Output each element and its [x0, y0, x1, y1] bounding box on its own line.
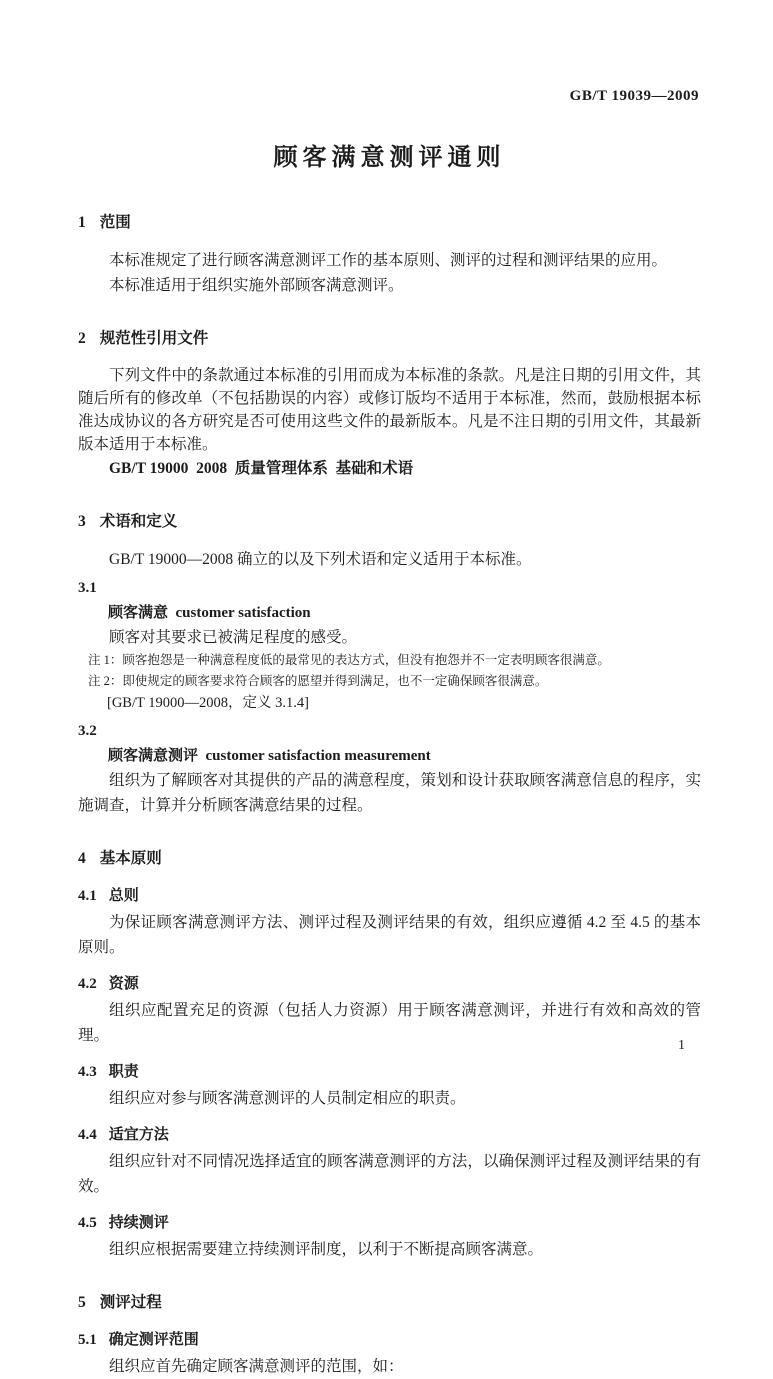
- subsection-4-1-heading: [78, 884, 701, 905]
- subsection-4-5-number: 4.5: [78, 1215, 97, 1231]
- subsection-4-1-title: 总则: [108, 888, 139, 904]
- standard-code: GB/T 19039—2009: [569, 88, 699, 104]
- subsection-5-1-title: 确定测评范围: [108, 1332, 199, 1348]
- subsection-4-2-paragraph: 组织应配置充足的资源（包括人力资源）用于顾客满意测评，并进行有效和高效的管理。: [78, 1002, 701, 1044]
- section-5-title: 测评过程: [99, 1294, 162, 1311]
- subsection-4-5-paragraph: 组织应根据需要建立持续测评制度，以利于不断提高顾客满意。: [109, 1241, 544, 1258]
- subsection-5-1-paragraph: 组织应首先确定顾客满意测评的范围，如：: [109, 1358, 404, 1375]
- section-4-heading: [78, 846, 701, 868]
- section-5-number: 5: [78, 1294, 86, 1311]
- section-3-intro: GB/T 19000—2008 确立的以及下列术语和定义适用于本标准。: [109, 551, 532, 568]
- term-3-2-definition: 组织为了解顾客对其提供的产品的满意程度，策划和设计获取顾客满意信息的程序，实施调查，计算并分析顾客满意结果的过程。: [78, 772, 701, 814]
- section-1-paragraph-2: 本标准适用于组织实施外部顾客满意测评。: [109, 277, 404, 294]
- section-2-paragraph-1: 下列文件中的条款通过本标准的引用而成为本标准的条款。凡是注日期的引用文件，其随后所有的修改单（不包括勘误的内容）或修订版均不适用于本标准，然而，鼓励根据本标准达成协议的各方研究是否可使用这些文件的最新版本。凡是不注日期的引用文件，其最新版本适用于本标准。: [78, 367, 701, 453]
- section-4-number: 4: [78, 850, 86, 867]
- section-1-heading: [78, 210, 701, 232]
- term-3-2-term: 顾客满意测评 customer satisfaction measurement: [108, 748, 431, 764]
- page-number: 1: [678, 1038, 685, 1053]
- subsection-4-4-title: 适宜方法: [108, 1127, 169, 1143]
- section-1-title: 范围: [99, 214, 131, 231]
- subsection-4-2-heading: [78, 972, 701, 993]
- section-2-reference: GB/T 19000 2008 质量管理体系 基础和术语: [109, 460, 414, 477]
- subsection-4-5-title: 持续测评: [108, 1215, 169, 1231]
- subsection-4-4-paragraph: 组织应针对不同情况选择适宜的顾客满意测评的方法，以确保测评过程及测评结果的有效。: [78, 1153, 701, 1195]
- subsection-4-5-heading: [78, 1211, 701, 1232]
- term-3-1-source: [GB/T 19000—2008，定义 3.1.4]: [107, 695, 309, 711]
- term-3-1-note-1: 注 1：顾客抱怨是一种满意程度低的最常见的表达方式，但没有抱怨并不一定表明顾客很满意。: [88, 653, 610, 667]
- term-3-1-term: 顾客满意 customer satisfaction: [108, 605, 311, 621]
- subsection-4-3-heading: [78, 1060, 701, 1081]
- subsection-4-2-number: 4.2: [78, 976, 97, 992]
- section-2-heading: [78, 326, 701, 348]
- page-title: 顾客满意测评通则: [273, 145, 506, 171]
- subsection-4-3-title: 职责: [108, 1064, 139, 1080]
- subsection-4-1-number: 4.1: [78, 888, 97, 904]
- section-1-paragraph-1: 本标准规定了进行顾客满意测评工作的基本原则、测评的过程和测评结果的应用。: [109, 252, 668, 269]
- term-3-2-number: 3.2: [78, 723, 97, 739]
- term-3-1-number: 3.1: [78, 580, 97, 596]
- section-5-heading: [78, 1290, 701, 1312]
- section-3-number: 3: [78, 513, 86, 530]
- subsection-5-1-number: 5.1: [78, 1332, 97, 1348]
- subsection-4-4-number: 4.4: [78, 1127, 97, 1143]
- term-3-1-definition: 顾客对其要求已被满足程度的感受。: [109, 629, 358, 646]
- section-2-number: 2: [78, 330, 86, 347]
- subsection-5-1-heading: [78, 1328, 701, 1349]
- subsection-4-1-paragraph: 为保证顾客满意测评方法、测评过程及测评结果的有效，组织应遵循 4.2 至 4.5 的基本原则。: [78, 914, 701, 956]
- section-2-title: 规范性引用文件: [99, 330, 209, 347]
- subsection-4-2-title: 资源: [108, 976, 139, 992]
- section-3-heading: [78, 509, 701, 531]
- subsection-4-4-heading: [78, 1123, 701, 1144]
- subsection-4-3-paragraph: 组织应对参与顾客满意测评的人员制定相应的职责。: [109, 1090, 466, 1107]
- subsection-4-3-number: 4.3: [78, 1064, 97, 1080]
- section-3-title: 术语和定义: [99, 513, 178, 530]
- section-4-title: 基本原则: [99, 850, 162, 867]
- term-3-1-note-2: 注 2：即使规定的顾客要求符合顾客的愿望并得到满足，也不一定确保顾客很满意。: [88, 674, 548, 688]
- section-1-number: 1: [78, 214, 86, 231]
